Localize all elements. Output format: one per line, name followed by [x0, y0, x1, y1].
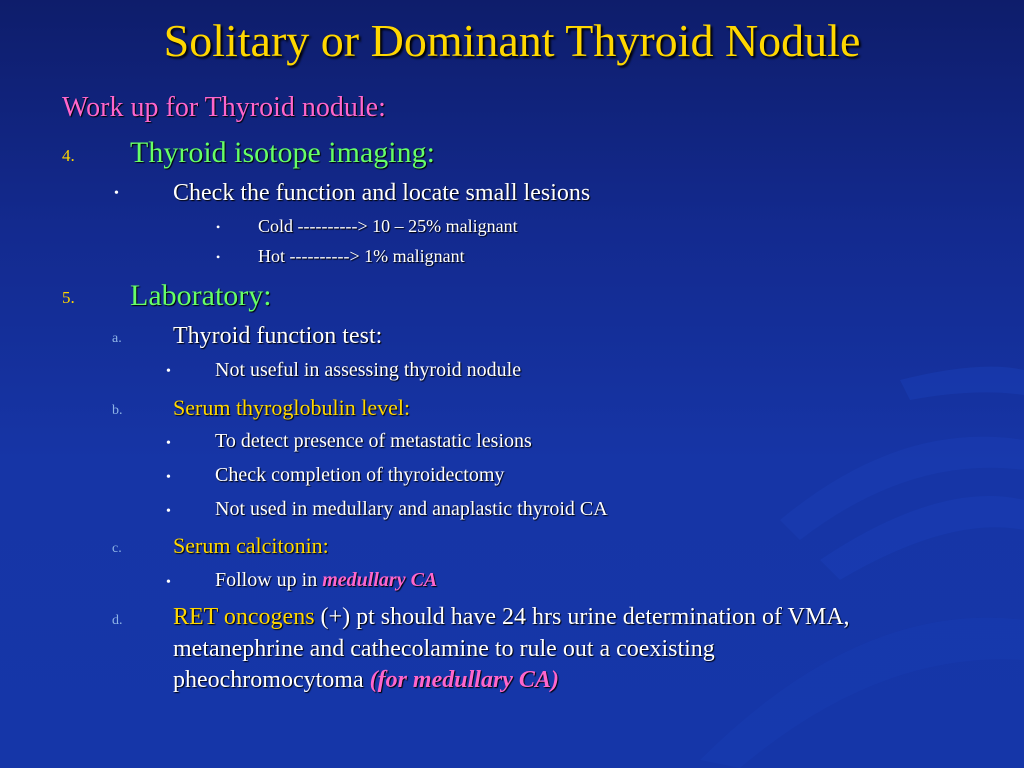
- label-thyroid-function-test: Thyroid function test:: [173, 323, 383, 349]
- bullet-glyph: •: [216, 220, 221, 234]
- follow-up-text: Follow up in: [215, 569, 323, 591]
- bullet-glyph: •: [166, 575, 171, 590]
- bullet-glyph: •: [114, 186, 119, 201]
- subtitle: Work up for Thyroid nodule:: [62, 92, 386, 123]
- heading-isotope-imaging: Thyroid isotope imaging:: [130, 136, 435, 169]
- slide-title: Solitary or Dominant Thyroid Nodule: [163, 15, 861, 66]
- ret-line1-rest: (+) pt should have 24 hrs urine determination of VMA,: [314, 604, 850, 630]
- bullet-glyph: •: [166, 504, 171, 519]
- for-medullary-ca-emphasis: (for medullary CA): [369, 667, 559, 693]
- label-ret-line3: [173, 667, 559, 694]
- label-serum-calcitonin: Serum calcitonin:: [173, 533, 329, 558]
- bullet-metastatic-lesions: To detect presence of metastatic lesions: [215, 430, 532, 452]
- letter-a: a.: [112, 331, 122, 346]
- bullet-glyph: •: [166, 436, 171, 451]
- bullet-follow-up: [215, 569, 437, 592]
- bullet-glyph: •: [166, 364, 171, 379]
- medullary-ca-emphasis: medullary CA: [322, 569, 438, 591]
- label-serum-thyroglobulin: Serum thyroglobulin level:: [173, 395, 411, 420]
- ret-line3-text: pheochromocytoma: [173, 667, 370, 693]
- bullet-check-function: Check the function and locate small lesions: [173, 180, 591, 206]
- label-ret-line1: [173, 604, 850, 631]
- sub-bullet-hot: Hot ----------> 1% malignant: [258, 246, 465, 266]
- bullet-glyph: •: [216, 250, 221, 264]
- bullet-not-used-medullary: Not used in medullary and anaplastic thyroid CA: [215, 498, 608, 520]
- item-number-5: 5.: [62, 288, 75, 307]
- ret-oncogens-highlight: RET oncogens: [173, 604, 315, 630]
- letter-b: b.: [112, 403, 123, 418]
- label-ret-line2: metanephrine and cathecolamine to rule out a coexisting: [173, 636, 715, 662]
- bullet-glyph: •: [166, 470, 171, 485]
- letter-d: d.: [112, 613, 123, 628]
- item-number-4: 4.: [62, 146, 75, 165]
- heading-laboratory: Laboratory:: [130, 279, 272, 312]
- bullet-not-useful: Not useful in assessing thyroid nodule: [215, 359, 522, 381]
- sub-bullet-cold: Cold ----------> 10 – 25% malignant: [258, 216, 518, 236]
- bullet-thyroidectomy: Check completion of thyroidectomy: [215, 464, 505, 486]
- letter-c: c.: [112, 541, 122, 556]
